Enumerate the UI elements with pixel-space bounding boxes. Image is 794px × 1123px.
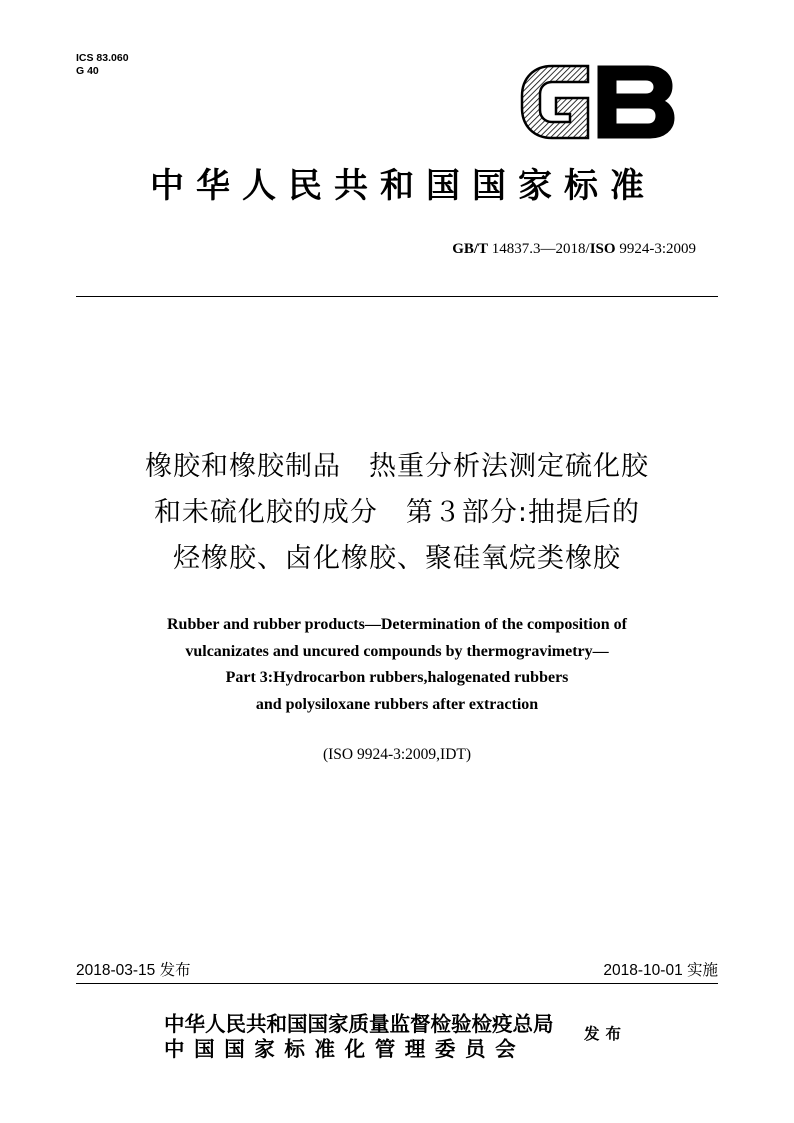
iso-equivalence: (ISO 9924-3:2009,IDT) <box>322 746 472 763</box>
english-title-line: Part 3:Hydrocarbon rubbers,halogenated rubbers <box>225 669 569 686</box>
chinese-title-line: 橡胶和橡胶制品 热重分析法测定硫化胶 <box>145 451 649 482</box>
country-standard-title: 中华人民共和国国家标准 <box>150 166 656 206</box>
gb-standard-logo <box>518 62 676 142</box>
english-title <box>40 612 754 718</box>
ccs-code: G 40 <box>76 65 99 77</box>
issuer-line: 中华人民共和国国家质量监督检验检疫总局 <box>164 1012 554 1036</box>
chinese-title-line: 烃橡胶、卤化橡胶、聚硅氧烷类橡胶 <box>173 543 621 574</box>
issue-date: 2018-03-15 发布 <box>76 962 191 979</box>
std-prefix: GB/T <box>452 241 489 257</box>
iso-number-value: 9924-3:2009 <box>619 241 696 257</box>
header-divider <box>76 296 718 297</box>
english-title-line: Rubber and rubber products—Determination of the composition of <box>166 616 628 633</box>
std-number-value: 14837.3—2018/ <box>491 241 590 257</box>
issuing-authorities <box>164 1012 554 1062</box>
english-title-line: and polysiloxane rubbers after extraction <box>255 695 539 713</box>
iso-prefix: ISO <box>589 241 616 257</box>
classification-block <box>76 52 129 78</box>
implementation-date: 2018-10-01 实施 <box>603 962 718 979</box>
footer-divider <box>76 983 718 984</box>
english-title-line: vulcanizates and uncured compounds by thermogravimetry— <box>185 642 609 660</box>
ics-code: ICS 83.060 <box>76 52 129 64</box>
chinese-title-line: 和未硫化胶的成分 第３部分:抽提后的 <box>153 497 641 528</box>
standard-number <box>452 239 696 259</box>
chinese-title <box>40 444 754 582</box>
issuer-line: 中国国家标准化管理委员会 <box>164 1037 526 1061</box>
release-label: 发布 <box>584 1025 628 1043</box>
